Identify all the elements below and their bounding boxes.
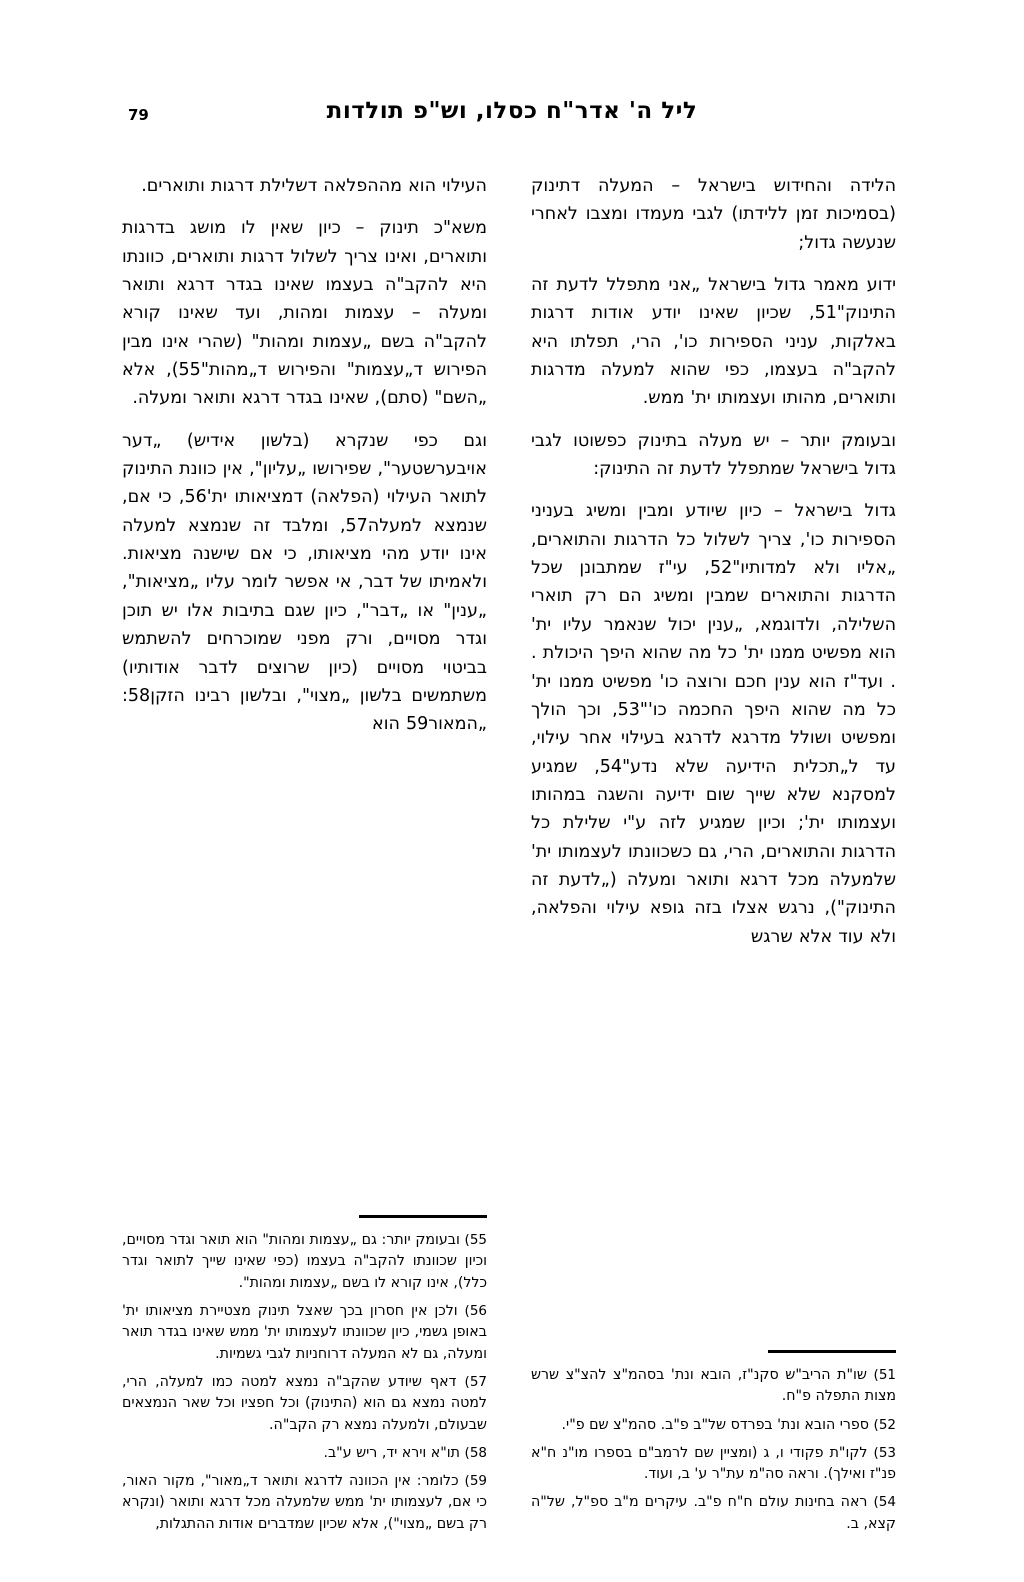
- column-left-text: [122, 172, 487, 1205]
- footnotes-right: [531, 1344, 896, 1542]
- paragraph: העילוי הוא מההפלאה דשלילת דרגות ותוארים.: [141, 176, 487, 196]
- footnote-separator: [768, 1350, 896, 1353]
- footnote-text: ולכן אין חסרון בכך שאצל תינוק מצטיירת מציאותו ית' באופן גשמי, כיון שכוונתו לעצמותו ית' ממש שאינו בגדר תואר ומעלה, גם לא המעלה דרוחניות לגבי גשמיות.: [122, 1303, 487, 1362]
- footnote-number: 52): [873, 1416, 896, 1433]
- column-right: [531, 172, 896, 1542]
- footnote-text: ובעומק יותר: גם „עצמות ומהות" הוא תואר וגדר מסויים, וכיון שכוונתו להקב"ה בעצמו (כפי שאינו שייך לתואר וגדר כלל), אינו קורא לו בשם „עצמות ומהות".: [122, 1232, 487, 1291]
- footnote-item: [122, 1443, 487, 1464]
- footnote-item: [122, 1372, 487, 1436]
- footnote-item: [122, 1230, 487, 1294]
- paragraph: משא"כ תינוק – כיון שאין לו מושג בדרגות ותוארים, ואינו צריך לשלול דרגות ותוארים, כוונתו היא להקב"ה בעצמו שאינו בגדר דרגא ותואר ומעלה – עצמות ומהות, ועד שאינו קורא להקב"ה בשם „עצמות ומהות" (שהרי אינו מבין הפירוש ד„עצמות" והפירוש ד„מהות"55), אלא „השם" (סתם), שאינו בגדר דרגא ותואר ומעלה.: [122, 218, 488, 409]
- paragraph: הלידה והחידוש בישראל – המעלה דתינוק (בסמיכות זמן ללידתו) לגבי מעמדו ומצבו לאחרי שנעשה גדול;: [531, 176, 896, 253]
- footnote-number: 57): [464, 1373, 487, 1390]
- page-title: ליל ה' אדר"ח כסלו, וש"פ תולדות: [326, 98, 698, 124]
- footnote-separator: [359, 1215, 487, 1218]
- footnote-item: [531, 1443, 896, 1486]
- paragraph: ובעומק יותר – יש מעלה בתינוק כפשוטו לגבי גדול בישראל שמתפלל לדעת זה התינוק:: [531, 430, 896, 480]
- column-right-text: [531, 172, 896, 1344]
- paragraph: ידוע מאמר גדול בישראל „אני מתפלל לדעת זה התינוק"51, שכיון שאינו יודע אודות דרגות באלקות, עניני הספירות כו', הרי, תפלתו היא להקב"ה בעצמו, כפי שהוא למעלה מדרגות ותוארים, מהותו ועצמותו ית' ממש.: [531, 275, 896, 409]
- footnote-number: 58): [464, 1444, 487, 1461]
- footnote-item: [531, 1492, 896, 1535]
- footnote-text: שו"ת הריב"ש סקנ"ז, הובא ונת' בסהמ"צ להצ"צ שרש מצות התפלה פ"ח.: [531, 1366, 896, 1405]
- page-header: [128, 98, 896, 132]
- footnotes-left: [122, 1205, 487, 1542]
- footnote-item: [122, 1471, 487, 1535]
- footnote-number: 53): [873, 1444, 896, 1461]
- footnote-text: תו"א וירא יד, ריש ע"ב.: [323, 1444, 461, 1461]
- footnote-item: [122, 1301, 487, 1365]
- footnote-number: 54): [873, 1494, 896, 1511]
- footnote-text: לקו"ת פקודי ו, ג (ומציין שם לרמב"ם בספרו מו"נ ח"א פנ"ז ואילך). וראה סה"מ עת"ר ע' ב, ועוד.: [531, 1444, 896, 1483]
- column-left: [122, 172, 487, 1542]
- footnote-number: 56): [464, 1303, 488, 1320]
- two-column-body: [122, 172, 896, 1542]
- paragraph: וגם כפי שנקרא (בלשון אידיש) „דער אויבערשטער", שפירושו „עליון", אין כוונת התינוק לתואר העילוי (הפלאה) דמציאותו ית'56, כי אם, שנמצא למעלה57, ומלבד זה שנמצא למעלה אינו יודע מהי מציאותו, כי אם שישנה מציאות. ולאמיתו של דבר, אי אפשר לומר עליו „מציאות", „ענין" או „דבר", כיון שגם בתיבות אלו יש תוכן וגדר מסויים, ורק מפני שמוכרחים להשתמש בביטוי מסויים (כיון שרוצים לדבר אודותיו) משתמשים בלשון „מצוי", ובלשון רבינו הזקן58: „המאור59 הוא: [122, 430, 488, 735]
- footnote-item: [531, 1365, 896, 1408]
- footnote-number: 55): [464, 1232, 487, 1249]
- footnote-number: 51): [873, 1366, 896, 1383]
- footnote-text: ספרי הובא ונת' בפרדס של"ב פ"ב. סהמ"צ שם פ"י.: [561, 1416, 870, 1433]
- footnote-text: כלומר: אין הכוונה לדרגא ותואר ד„מאור", מקור האור, כי אם, לעצמותו ית' ממש שלמעלה מכל דרגא ותואר (ונקרא רק בשם „מצוי"), אלא שכיון שמדברים אודות ההתגלות,: [122, 1473, 487, 1532]
- footnote-item: [531, 1415, 896, 1436]
- footnote-number: 59): [464, 1473, 487, 1490]
- footnote-text: ראה בחינות עולם ח"ח פ"ב. עיקרים מ"ב ספ"ל, של"ה קצא, ב.: [531, 1494, 896, 1532]
- paragraph: גדול בישראל – כיון שיודע ומבין ומשיג בעניני הספירות כו', צריך לשלול כל הדרגות והתוארים, „אליו ולא למדותיו"52, עי"ז שמתבונן שכל הדרגות והתוארים שמבין ומשיג הם רק תוארי השלילה, ולדוגמא, „ענין יכול שנאמר עליו ית' הוא מפשיט ממנו ית' כל מה שהוא היפך היכולת . . ועד"ז הוא ענין חכם ורוצה כו' מפשיט ממנו ית' כל מה שהוא היפך החכמה כו'"53, וכך הולך ומפשיט ושולל מדרגא לדרגא בעילוי אחר עילוי, עד ל„תכלית הידיעה שלא נדע"54, שמגיע למסקנא שלא שייך שום ידיעה והשגה במהותו ועצמותו ית'; וכיון שמגיע לזה ע"י שלילת כל הדרגות והתוארים, הרי, גם כשכוונתו לעצמותו ית' שלמעלה מכל דרגא ותואר ומעלה („לדעת זה התינוק"), נרגש אצלו בזה גופא עילוי והפלאה, ולא עוד אלא שרגש: [531, 501, 896, 947]
- footnote-text: דאף שיודע שהקב"ה נמצא למטה כמו למעלה, הרי, למטה נמצא גם הוא (התינוק) וכל חפציו וכל שאר הנמצאים שבעולם, ולמעלה נמצא רק הקב"ה.: [122, 1373, 487, 1433]
- page-number: 79: [128, 106, 149, 124]
